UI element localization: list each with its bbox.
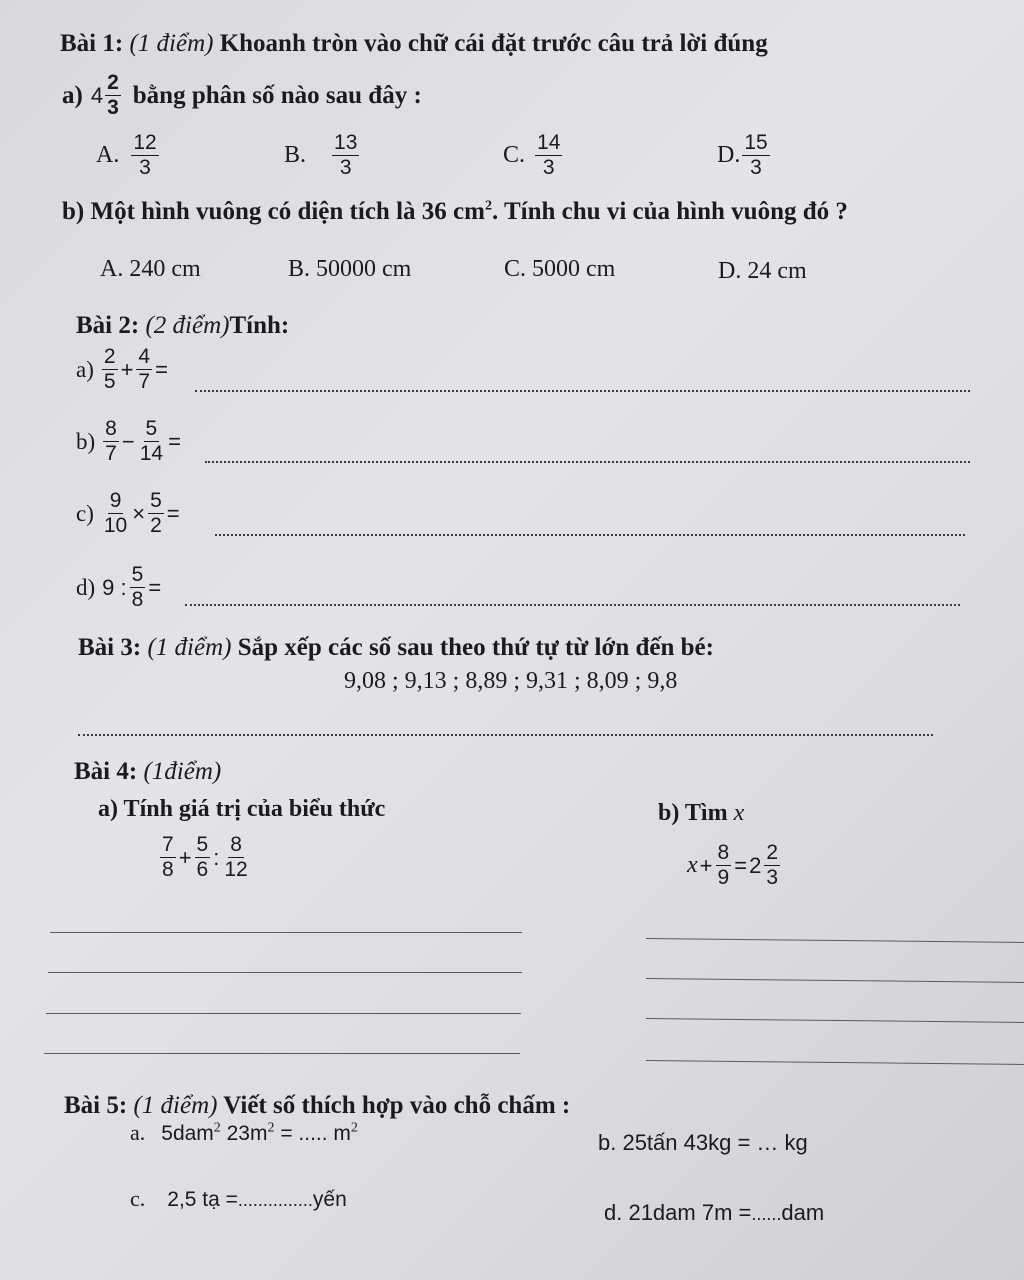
answer-line-right-4[interactable]: [646, 1060, 1024, 1065]
equals: =: [734, 852, 748, 878]
mixed-whole: 2: [749, 852, 762, 878]
answer-line-left-3[interactable]: [46, 1013, 521, 1014]
answer-line-right-3[interactable]: [646, 1018, 1024, 1023]
frac-num: 8: [228, 834, 244, 858]
equals: =: [155, 356, 168, 382]
option-fraction: [535, 132, 562, 179]
bai1-a-text: bằng phân số nào sau đây :: [132, 81, 422, 109]
fraction: [148, 490, 164, 537]
fraction: [103, 418, 119, 465]
frac-den: 14: [139, 442, 164, 466]
option-a[interactable]: [96, 132, 161, 179]
value-text: d. 21dam 7m =: [604, 1200, 752, 1225]
answer-line[interactable]: [205, 461, 970, 463]
bai3-heading: [78, 634, 714, 662]
operator: +: [699, 852, 713, 878]
answer-line[interactable]: [185, 604, 960, 606]
bai1-points: (1 điểm): [129, 30, 214, 57]
fraction: [138, 418, 165, 465]
answer-line-right-2[interactable]: [646, 978, 1024, 983]
value-text: 2,5 tạ =: [167, 1188, 238, 1211]
bai3-instruction: Sắp xếp các số sau theo thứ tự từ lớn đến bé:: [237, 634, 714, 661]
bai2-item-a: [76, 346, 169, 393]
superscript: 2: [213, 1120, 221, 1136]
item-label: c.: [130, 1186, 146, 1211]
fraction: [160, 834, 176, 881]
superscript: 2: [267, 1120, 275, 1136]
bai4-heading: [74, 758, 221, 786]
option-b-a[interactable]: A. 240 cm: [100, 256, 201, 282]
variable-x: x: [687, 852, 698, 879]
bai5-item-c: [130, 1186, 347, 1212]
option-letter: A.: [96, 142, 120, 169]
answer-blank[interactable]: ...............: [237, 1190, 313, 1210]
answer-line-right-1[interactable]: [646, 938, 1024, 943]
value-text: 5dam: [161, 1122, 214, 1145]
option-fraction: [742, 132, 769, 179]
frac-num: 14: [535, 132, 562, 156]
frac-den: 3: [339, 156, 352, 180]
frac-den: 6: [196, 858, 209, 882]
frac-num: 8: [716, 842, 732, 866]
bai1-title-label: Bài 1:: [60, 30, 124, 57]
fraction: [136, 346, 152, 393]
whole-number: 9 :: [102, 574, 127, 600]
operator: −: [121, 428, 135, 454]
option-letter: C.: [503, 142, 526, 169]
fraction: [102, 346, 118, 393]
bai4-title-label: Bài 4:: [74, 758, 138, 785]
bai3-title-label: Bài 3:: [78, 634, 142, 661]
bai5-points: (1 điểm): [133, 1092, 218, 1119]
bai5-heading: [64, 1092, 570, 1120]
answer-line-left-1[interactable]: [50, 932, 522, 933]
frac-num: 8: [103, 418, 119, 442]
frac-den: 7: [105, 442, 117, 466]
bai4-b-text: b) Tìm: [658, 800, 728, 826]
operator: ×: [132, 500, 146, 526]
frac-num: 4: [136, 346, 152, 370]
item-label: d): [76, 574, 96, 600]
bai4-points: (1điểm): [143, 758, 222, 785]
frac-den: 7: [138, 370, 151, 394]
bai2-title-label: Bài 2:: [76, 312, 140, 339]
frac-num: 2: [102, 346, 118, 370]
bai5-instruction: Viết số thích hợp vào chỗ chấm :: [223, 1092, 571, 1119]
bai1-question-a: [62, 72, 422, 119]
mixed-whole: 4: [90, 82, 104, 108]
answer-line[interactable]: [78, 734, 933, 736]
bai1-question-b: [62, 198, 848, 226]
frac-num: 13: [332, 132, 359, 156]
item-label: a): [76, 356, 94, 382]
bai5-title-label: Bài 5:: [64, 1092, 128, 1119]
fraction: [222, 834, 249, 881]
frac-num: 2: [105, 72, 121, 96]
expression-a: [158, 834, 252, 881]
bai4-b-label: [658, 800, 744, 827]
frac-num: 9: [108, 490, 124, 514]
expression-b: [686, 842, 782, 889]
option-letter: D.: [717, 142, 741, 169]
equals: =: [148, 574, 162, 600]
variable-x: x: [733, 800, 745, 826]
frac-den: 3: [139, 156, 151, 180]
frac-num: 2: [764, 842, 780, 866]
number-list: 9,08 ; 9,13 ; 8,89 ; 9,31 ; 8,09 ; 9,8: [344, 668, 678, 694]
item-label: c): [76, 500, 94, 526]
bai2-item-c: [76, 490, 181, 537]
frac-den: 3: [542, 156, 555, 180]
frac-den: 9: [717, 866, 730, 890]
frac-num: 7: [160, 834, 176, 858]
bai3-points: (1 điểm): [147, 634, 232, 661]
item-label: b): [76, 428, 96, 454]
answer-line[interactable]: [215, 534, 965, 536]
bai2-item-d: [76, 564, 162, 611]
bai1-b-text-end: . Tính chu vi của hình vuông đó ?: [491, 198, 848, 225]
bai4-a-label: a) Tính giá trị của biểu thức: [98, 796, 386, 822]
option-c[interactable]: [503, 132, 564, 179]
frac-num: 15: [742, 132, 769, 156]
frac-den: 5: [103, 370, 116, 394]
frac-den: 3: [107, 96, 119, 120]
bai5-item-a: [130, 1120, 358, 1146]
fraction: [764, 842, 780, 889]
answer-line-left-4[interactable]: [44, 1053, 520, 1054]
answer-blank[interactable]: ......: [751, 1204, 782, 1224]
answer-line[interactable]: [195, 390, 970, 392]
frac-den: 10: [103, 514, 128, 538]
fraction: [102, 490, 129, 537]
option-d[interactable]: [717, 132, 772, 179]
option-b-c[interactable]: C. 5000 cm: [504, 256, 616, 282]
frac-num: 5: [148, 490, 164, 514]
equals: =: [168, 428, 181, 454]
answer-line-left-2[interactable]: [48, 972, 522, 973]
superscript: 2: [484, 198, 492, 214]
bai5-item-d: [604, 1200, 824, 1226]
frac-den: 12: [224, 858, 248, 882]
option-b[interactable]: [284, 132, 361, 179]
operator: +: [178, 844, 192, 870]
bai2-points: (2 điểm): [145, 312, 230, 339]
frac-num: 5: [195, 834, 211, 858]
frac-den: 3: [750, 156, 762, 180]
equals: =: [166, 500, 180, 526]
mixed-fraction: [105, 72, 121, 119]
bai1-b-text: b) Một hình vuông có diện tích là 36 cm: [62, 198, 485, 225]
unit-text: yến: [312, 1188, 347, 1211]
bai1-heading: [60, 30, 768, 58]
bai1-a-label: a): [62, 81, 83, 109]
value-text: 23m: [220, 1122, 268, 1145]
unit-text: dam: [781, 1200, 825, 1225]
frac-den: 8: [131, 588, 144, 612]
bai2-item-b: [76, 418, 182, 465]
bai2-instruction: Tính:: [229, 312, 290, 339]
frac-num: 5: [130, 564, 146, 588]
option-fraction: [332, 132, 359, 179]
bai5-item-b[interactable]: b. 25tấn 43kg = … kg: [598, 1130, 808, 1155]
fraction: [195, 834, 211, 881]
fraction: [716, 842, 732, 889]
operator: +: [120, 356, 134, 382]
option-fraction: [131, 132, 158, 179]
frac-den: 2: [150, 514, 162, 538]
frac-num: 12: [131, 132, 158, 156]
option-letter: B.: [284, 142, 307, 169]
superscript: 2: [350, 1120, 358, 1136]
answer-blank[interactable]: = ..... m: [274, 1122, 351, 1145]
option-b-d[interactable]: D. 24 cm: [718, 258, 807, 284]
bai2-heading: [76, 312, 289, 340]
frac-den: 3: [766, 866, 778, 890]
item-label: a.: [130, 1120, 146, 1145]
bai1-instruction: Khoanh tròn vào chữ cái đặt trước câu trả lời đúng: [219, 30, 768, 57]
fraction: [130, 564, 146, 611]
option-b-b[interactable]: B. 50000 cm: [288, 256, 412, 282]
frac-den: 8: [162, 858, 174, 882]
frac-num: 5: [144, 418, 160, 442]
operator: :: [213, 844, 220, 870]
